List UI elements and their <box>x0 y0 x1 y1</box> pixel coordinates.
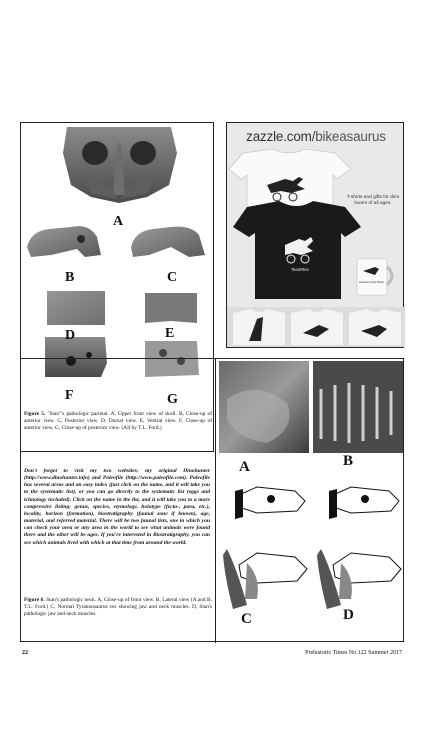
ad-title <box>227 129 405 144</box>
shirt-slogan-2: TeamRex <box>291 267 309 272</box>
figure-5-caption-label: Figure 5. <box>24 411 46 417</box>
fig6-label-d: D <box>343 607 354 623</box>
figure-6-caption-text: Stan's pathologic neck. A, Close-up of front view. B, Lateral view (A and B, T.L. Ford.) C, Normal Tyrannosaurus rex showing jaw and neck muscles. D, Stan's pathologic jaw and neck muscles. <box>24 597 213 618</box>
fig6-label-c: C <box>241 611 252 627</box>
panel-b-bone <box>27 226 101 257</box>
panel-label-e: E <box>165 326 175 341</box>
figure-6-plates <box>217 359 405 643</box>
ad-site: zazzle.com <box>246 129 312 144</box>
zazzle-ad <box>226 122 404 348</box>
panel-label-c: C <box>167 270 178 285</box>
panel-a-skull <box>63 127 177 203</box>
mug <box>357 259 387 295</box>
panel-e-bone <box>145 293 197 323</box>
website-note: Don't forget to visit my two websites; my original Dinohunter (http://www.dinohunter.info) and Paleofile (http://www.paleofile.com). Paleofile has several areas and an easy index (just click on the name, and it will take you to the systematic list), or you can go directly to the systematic list (eggs and ichnology included). Click on the name in the list, and it will take you to a more compressive listing: genus, species, etymology, holotype (fecta-, para, etc.), locality, horizon (formation), biostratigraphy (faunal zone if known), age, material, and referred material. There will be two faunal lists, one in which you can check your area or any area in the world to see what animals were found there and the other will be ages. If you're interested in Biostratigraphy, you can see which animals lived with which at that time from around the world. <box>24 468 210 546</box>
figure-6-divider <box>215 359 216 643</box>
panel-c-bone <box>131 227 205 257</box>
page-footer <box>22 650 402 660</box>
fig6-label-a: A <box>239 459 250 475</box>
figure-5-caption-text: "Stan"'s pathologic parietal. A, Upper front view of skull. B, Close-up of anterior view. C, Posterior view. D, Dorsal view. E, Ventral view. F, Close-up of anterior view. G, Close-up of posterior view. (All by T.L. Ford.) <box>24 411 212 432</box>
mug-slogan: survival of the fittest <box>359 280 384 284</box>
ad-artwork <box>227 149 405 349</box>
panel-label-f: F <box>65 388 74 403</box>
skull-drawing-c-top <box>235 487 305 519</box>
skull-drawing-c-muscles <box>223 549 307 609</box>
skull-drawing-d-muscles <box>317 549 401 609</box>
panel-label-a: A <box>113 214 124 229</box>
figure-6-caption-label: Figure 6. <box>24 597 45 603</box>
panel-label-d: D <box>65 328 76 343</box>
journal-issue: Prehistoric Times No.122 Summer 2017 <box>305 650 402 656</box>
ad-brand: bikeasaurus <box>315 129 386 144</box>
figure-6-caption <box>24 597 212 619</box>
fig6-label-b: B <box>343 453 354 469</box>
ad-slash: / <box>311 129 316 144</box>
panel-label-g: G <box>167 392 178 407</box>
panel-label-b: B <box>65 270 75 285</box>
ad-tagline: T-shirts and gifts for dino lovers of all ages. <box>346 195 400 206</box>
page-number: 22 <box>22 650 28 656</box>
skull-drawing-d-top <box>329 487 399 519</box>
